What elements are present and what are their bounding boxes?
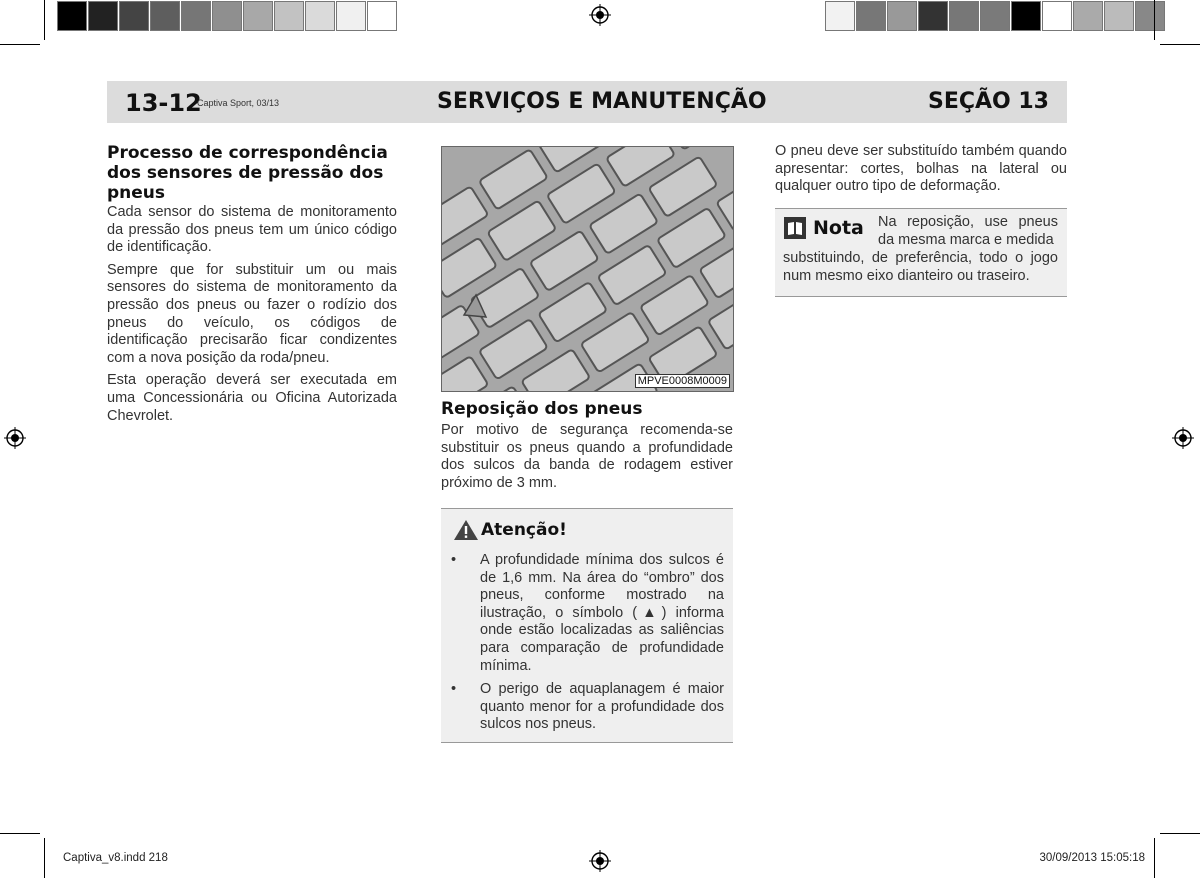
page-header <box>107 81 1067 123</box>
paragraph: Esta operação deverá ser executada em uma Concessionária ou Oficina Autorizada Chevrolet. <box>107 372 397 424</box>
paragraph: Cada sensor do sistema de monitoramento da pressão dos pneus tem um único código de identificação. <box>107 204 397 256</box>
warning-triangle-icon <box>453 519 479 541</box>
note-header <box>783 216 864 240</box>
note-text-first: Na reposição, use pneus da mesma marca e medida <box>878 214 1058 248</box>
color-swatch <box>949 1 979 31</box>
color-swatch <box>181 1 211 31</box>
crop-mark <box>44 0 45 40</box>
warning-item <box>451 681 724 734</box>
color-swatch <box>1042 1 1072 31</box>
color-swatch <box>57 1 87 31</box>
color-swatch <box>336 1 366 31</box>
color-swatch <box>887 1 917 31</box>
registration-mark-icon <box>4 427 26 449</box>
bullet: • <box>451 681 457 698</box>
crop-mark <box>0 44 40 45</box>
color-swatch <box>243 1 273 31</box>
column-right-text: O pneu deve ser substituído também quando apresentar: cortes, bolhas na lateral ou qualquer outro tipo de deformação. <box>775 143 1067 195</box>
note-book-icon <box>783 216 807 240</box>
crop-mark <box>1154 838 1155 878</box>
color-bar-right <box>825 1 1166 31</box>
color-swatch <box>1011 1 1041 31</box>
color-bar-left <box>57 1 398 31</box>
color-swatch <box>367 1 397 31</box>
warning-title <box>453 519 567 541</box>
column-left <box>107 143 397 430</box>
warning-list <box>451 552 724 740</box>
paragraph: Sempre que for substituir um ou mais sensores do sistema de monitoramento da pressão dos pneus ou fazer o rodízio dos pneus do veículo, os códigos de identificação precisarão ficar condizentes com a nova posição da roda/pneu. <box>107 261 397 366</box>
section-heading-tire-replacement: Reposição dos pneus <box>441 399 643 419</box>
warning-item <box>451 552 724 675</box>
figure-code: MPVE0008M0009 <box>635 374 730 388</box>
crop-mark <box>44 838 45 878</box>
bullet: • <box>451 552 457 568</box>
color-swatch <box>1073 1 1103 31</box>
page-number: 13-12 <box>125 89 202 117</box>
section-label: SEÇÃO 13 <box>927 89 1049 114</box>
color-swatch <box>1104 1 1134 31</box>
tire-replacement-body: Por motivo de segurança recomenda-se substituir os pneus quando a profundidade dos sulcos da banda de rodagem estiver próximo de 3 mm. <box>441 422 733 491</box>
note-box <box>775 208 1067 297</box>
page-title: SERVIÇOS E MANUTENÇÃO <box>437 89 767 114</box>
registration-mark-icon <box>589 4 611 26</box>
color-swatch <box>88 1 118 31</box>
warning-box <box>441 508 733 743</box>
crop-mark <box>0 833 40 834</box>
footer-file: Captiva_v8.indd 218 <box>63 852 168 864</box>
warning-title-text: Atenção! <box>481 520 567 540</box>
footer-timestamp: 30/09/2013 15:05:18 <box>1039 852 1145 864</box>
note-title: Nota <box>813 217 864 239</box>
tire-tread-drawing <box>442 147 733 391</box>
section-heading-sensors: Processo de correspondência dos sensores de pressão dos pneus <box>107 143 388 203</box>
color-swatch <box>856 1 886 31</box>
color-swatch <box>305 1 335 31</box>
color-swatch <box>119 1 149 31</box>
crop-mark <box>1160 833 1200 834</box>
crop-mark <box>1154 0 1155 40</box>
color-swatch <box>825 1 855 31</box>
color-swatch <box>274 1 304 31</box>
registration-mark-icon <box>589 850 611 872</box>
document-reference: Captiva Sport, 03/13 <box>197 98 280 108</box>
sensors-body <box>107 204 397 425</box>
registration-mark-icon <box>1172 427 1194 449</box>
color-swatch <box>1135 1 1165 31</box>
warning-item-text: A profundidade mínima dos sulcos é de 1,6 mm. Na área do “ombro” dos pneus, conforme mostrado na ilustração, o símbolo (▲) informa onde estão localizadas as saliências para comparação de profundidade mínima. <box>480 552 724 674</box>
tire-tread-illustration <box>441 146 734 392</box>
note-text-rest: substituindo, de preferência, todo o jogo num mesmo eixo dianteiro ou traseiro. <box>783 250 1058 284</box>
color-swatch <box>212 1 242 31</box>
warning-item-text: O perigo de aquaplanagem é maior quanto menor for a profundidade dos sulcos nos pneus. <box>480 681 724 733</box>
column-middle <box>441 399 733 492</box>
color-swatch <box>150 1 180 31</box>
color-swatch <box>980 1 1010 31</box>
color-swatch <box>918 1 948 31</box>
crop-mark <box>1160 44 1200 45</box>
